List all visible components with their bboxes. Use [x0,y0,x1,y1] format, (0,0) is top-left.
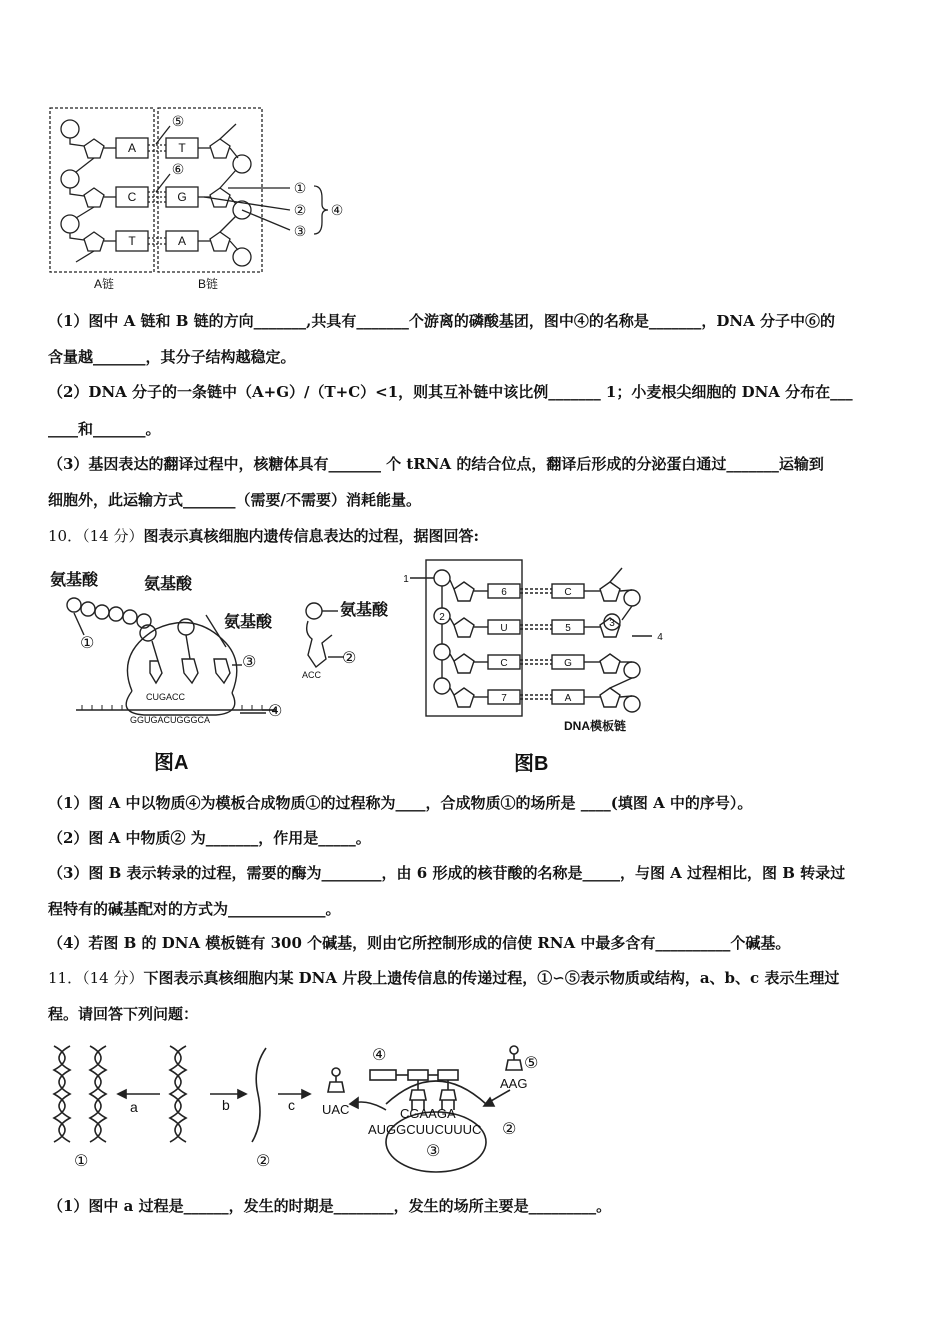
label-2b: ② [502,1121,517,1138]
label-a: a [130,1099,138,1115]
base-label: 7 [501,693,507,704]
dna-structure-svg [46,104,366,296]
base-label: T [178,141,186,155]
base-label: A [177,234,187,248]
acc-label: ACC [302,670,322,680]
q11-stem-text: 下图表示真核细胞内某 DNA 片段上遗传信息的传递过程，①∽⑤表示物质或结构，a、b、c 表示生理过 [143,969,840,987]
amino-acid-circle [109,607,123,621]
gene-expression-figure [46,1038,546,1178]
codon-label: CGAAGA [400,1106,456,1121]
q11-line1: （1）图中 a 过程是______，发生的时期是________，发生的场所主要是_________。 [48,1197,612,1215]
q10-stem-text: 图表示真核细胞内遗传信息表达的过程，据图回答: [143,527,479,545]
q10-line1: （1）图 A 中以物质④为模板合成物质①的过程称为____，合成物质①的场所是 ____(填图 A 中的序号）。 [48,794,753,812]
label-1: ① [74,1153,89,1170]
base-label: A [127,141,137,155]
q10-line4: 程特有的碱基配对的方式为_____________。 [48,900,341,918]
aa-label: 氨基酸 [340,602,389,619]
anticodon-label: CUGACC [146,692,186,702]
q10-line5: （4）若图 B 的 DNA 模板链有 300 个碱基，则由它所控制形成的信使 RNA 中最多含有__________个碱基。 [48,934,791,952]
amino-acid-circle [123,610,137,624]
q9-line5: （3）基因表达的翻译过程中，核糖体具有_______ 个 tRNA 的结合位点，翻译后形成的分泌蛋白通过_______运输到 [48,455,824,473]
ribosome [386,1112,486,1172]
label-c: c [288,1097,295,1113]
uac-label: UAC [322,1102,350,1117]
label-3: 3 [609,618,615,629]
figure-a-caption: 图A [154,752,189,774]
q10-stem [48,527,908,546]
aag-label: AAG [500,1076,528,1091]
amino-acid-circle [81,602,95,616]
q10-line3: （3）图 B 表示转录的过程，需要的酶为________，由 6 形成的核苷酸的名称是_____，与图 A 过程相比，图 B 转录过 [48,864,846,882]
q11-number: 11．（14 分） [48,969,144,987]
deoxyribose-pentagon [210,188,230,207]
transcription-svg [396,558,676,780]
q10-number: 10．（14 分） [48,527,144,545]
label-2: ② [256,1153,271,1170]
chain-a-label: A链 [93,277,115,291]
label-5: ⑤ [524,1055,539,1072]
base-label: A [564,693,572,704]
deoxyribose-pentagon [84,139,104,158]
label-2: 2 [439,612,445,623]
mrna-sequence: AUGGCUUCUUUC [368,1122,482,1137]
deoxyribose-pentagon [210,232,230,251]
chain-a-box [50,108,154,272]
label-b: b [222,1097,230,1113]
figure-b [396,558,676,780]
template-chain-label: DNA模板链 [564,719,626,733]
ribosome-large-subunit [127,623,236,693]
aa-label: 氨基酸 [50,572,99,589]
label-3: ③ [426,1143,441,1160]
base-label: 5 [565,623,571,634]
label-3: ③ [293,223,307,239]
label-2: ② [293,202,307,218]
q9-line2: 含量越_______，其分子结构越稳定。 [48,348,296,366]
mrna-sequence: GGUGACUGGGCA [130,715,211,725]
q11-stem-line2: 程。请回答下列问题： [48,1005,199,1023]
label-1: ① [80,635,95,652]
q9-line1: （1）图中 A 链和 B 链的方向_______,共具有_______个游离的磷酸基团，图中④的名称是_______，DNA 分子中⑥的 [48,312,835,330]
chain-b-label: B链 [197,277,219,291]
label-6: ⑥ [171,161,185,177]
amino-acid-circle [67,598,81,612]
label-4: 4 [657,632,663,643]
figure-b-caption: 图B [514,753,549,775]
deoxyribose-pentagon [210,139,230,158]
base-label: C [127,190,137,204]
translation-svg [46,563,416,778]
gene-expression-svg [46,1038,546,1178]
figure-a [46,563,416,778]
label-5: ⑤ [171,113,185,129]
amino-acid-circle [95,605,109,619]
phosphate-circle [61,120,79,138]
q9-line6: 细胞外，此运输方式_______（需要/不需要）消耗能量。 [48,491,421,509]
phosphate-circle [233,248,251,266]
phosphate-circle [233,155,251,173]
chain-b-box [158,108,262,272]
base-label: C [500,658,508,669]
label-4: ④ [268,703,283,720]
dna-structure-figure [46,104,366,296]
label-4: ④ [330,202,344,218]
q10-line2: （2）图 A 中物质② 为_______，作用是_____。 [48,829,371,847]
label-4: ④ [372,1047,387,1064]
label-1: ① [293,180,307,196]
base-label: T [128,234,136,248]
base-label: 6 [501,587,507,598]
base-label: C [564,587,572,598]
aa-label: 氨基酸 [144,576,193,593]
base-label: G [177,190,187,204]
mrna-strand [252,1048,266,1142]
phosphate-circle [61,170,79,188]
deoxyribose-pentagon [84,188,104,207]
q9-line3: （2）DNA 分子的一条链中（A+G）/（T+C）<1，则其互补链中该比例_______ 1；小麦根尖细胞的 DNA 分布在___ [48,383,853,401]
aa-label: 氨基酸 [224,614,273,631]
label-1: 1 [403,574,409,585]
deoxyribose-pentagon [84,232,104,251]
label-3: ③ [242,654,257,671]
label-2: ② [342,650,357,667]
base-label: U [500,623,508,634]
q9-line4: ____和_______。 [48,420,161,438]
q11-stem [48,969,908,988]
base-label: G [564,658,572,669]
